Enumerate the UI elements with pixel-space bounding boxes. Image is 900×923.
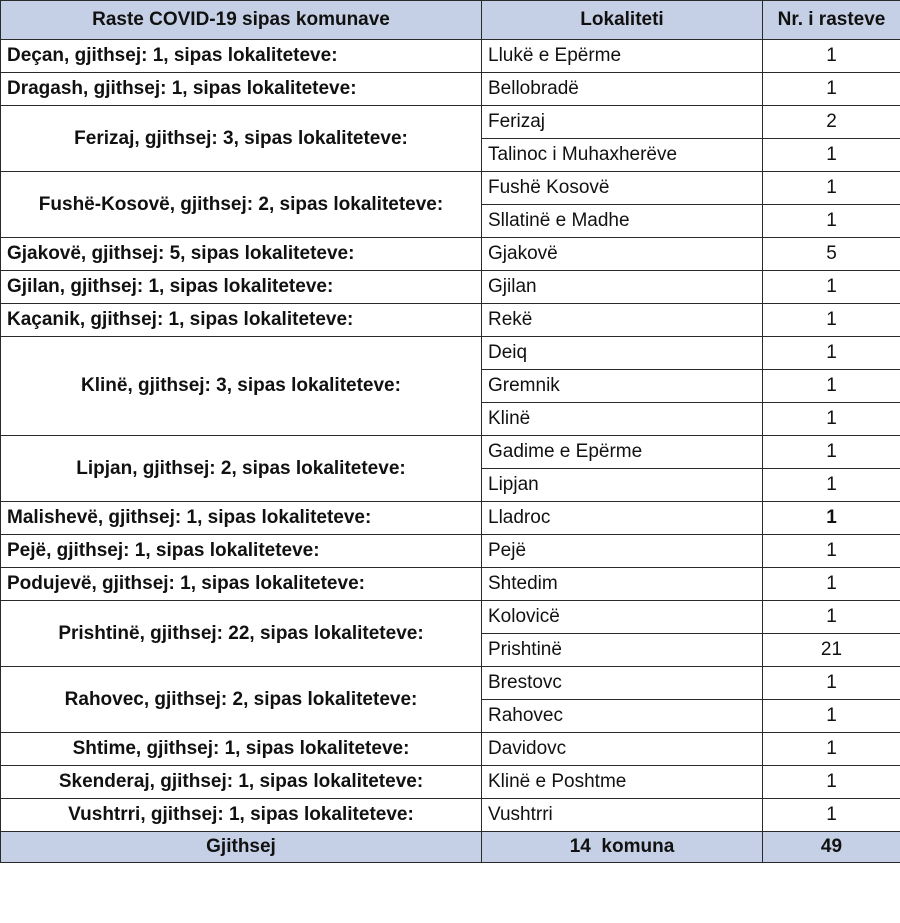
locality-cell: Klinë e Poshtme [482,766,763,799]
cases-cell: 1 [763,337,900,370]
cases-cell: 1 [763,370,900,403]
cases-cell: 5 [763,238,900,271]
table-row [1,601,900,634]
table-row [1,766,900,799]
locality-cell: Shtedim [482,568,763,601]
municipality-cell: Klinë, gjithsej: 3, sipas lokaliteteve: [1,337,482,436]
locality-cell: Talinoc i Muhaxherëve [482,139,763,172]
cases-cell: 1 [763,535,900,568]
cases-cell: 1 [763,601,900,634]
locality-cell: Rahovec [482,700,763,733]
cases-cell: 1 [763,766,900,799]
municipality-cell: Vushtrri, gjithsej: 1, sipas lokaliteteve: [1,799,482,832]
cases-cell: 1 [763,73,900,106]
cases-cell: 1 [763,205,900,238]
cases-cell: 1 [763,502,900,535]
cases-cell: 2 [763,106,900,139]
locality-cell: Bellobradë [482,73,763,106]
municipality-cell: Rahovec, gjithsej: 2, sipas lokaliteteve: [1,667,482,733]
municipality-cell: Dragash, gjithsej: 1, sipas lokaliteteve: [1,73,482,106]
table-row [1,337,900,370]
cases-cell: 1 [763,799,900,832]
municipality-cell: Fushë-Kosovë, gjithsej: 2, sipas lokaliteteve: [1,172,482,238]
municipality-cell: Kaçanik, gjithsej: 1, sipas lokaliteteve: [1,304,482,337]
locality-cell: Llukë e Epërme [482,40,763,73]
locality-cell: Sllatinë e Madhe [482,205,763,238]
locality-cell: Vushtrri [482,799,763,832]
locality-cell: Gremnik [482,370,763,403]
locality-cell: Brestovc [482,667,763,700]
locality-cell: Klinë [482,403,763,436]
table-row [1,436,900,469]
locality-cell: Lipjan [482,469,763,502]
locality-cell: Prishtinë [482,634,763,667]
cases-cell: 1 [763,667,900,700]
locality-cell: Davidovc [482,733,763,766]
locality-cell: Fushë Kosovë [482,172,763,205]
table-row [1,502,900,535]
cases-cell: 1 [763,700,900,733]
locality-cell: Gjilan [482,271,763,304]
municipality-cell: Ferizaj, gjithsej: 3, sipas lokaliteteve: [1,106,482,172]
municipality-cell: Podujevë, gjithsej: 1, sipas lokaliteteve: [1,568,482,601]
cases-cell: 1 [763,733,900,766]
municipality-cell: Gjakovë, gjithsej: 5, sipas lokaliteteve: [1,238,482,271]
cases-cell: 1 [763,469,900,502]
header-locality: Lokaliteti [482,1,763,40]
table-row [1,535,900,568]
locality-cell: Rekë [482,304,763,337]
table-row [1,172,900,205]
footer-total-cases: 49 [763,832,900,863]
cases-cell: 1 [763,436,900,469]
cases-cell: 21 [763,634,900,667]
locality-cell: Kolovicë [482,601,763,634]
municipality-cell: Malishevë, gjithsej: 1, sipas lokaliteteve: [1,502,482,535]
locality-cell: Gjakovë [482,238,763,271]
locality-cell: Gadime e Epërme [482,436,763,469]
municipality-cell: Lipjan, gjithsej: 2, sipas lokaliteteve: [1,436,482,502]
municipality-cell: Shtime, gjithsej: 1, sipas lokaliteteve: [1,733,482,766]
municipality-cell: Gjilan, gjithsej: 1, sipas lokaliteteve: [1,271,482,304]
cases-cell: 1 [763,40,900,73]
locality-cell: Deiq [482,337,763,370]
header-row [1,1,900,40]
table-row [1,667,900,700]
table-row [1,40,900,73]
cases-cell: 1 [763,172,900,205]
municipality-cell: Pejë, gjithsej: 1, sipas lokaliteteve: [1,535,482,568]
table-row [1,238,900,271]
locality-cell: Ferizaj [482,106,763,139]
table-row [1,106,900,139]
table-row [1,271,900,304]
table-row [1,799,900,832]
cases-cell: 1 [763,139,900,172]
municipality-cell: Prishtinë, gjithsej: 22, sipas lokaliteteve: [1,601,482,667]
cases-cell: 1 [763,271,900,304]
footer-row [1,832,900,863]
table-row [1,568,900,601]
table-row [1,73,900,106]
header-municipality: Raste COVID-19 sipas komunave [1,1,482,40]
cases-cell: 1 [763,568,900,601]
footer-municipality-count: 14 komuna [482,832,763,863]
locality-cell: Lladroc [482,502,763,535]
table-row [1,733,900,766]
table-row [1,304,900,337]
header-cases: Nr. i rasteve [763,1,900,40]
cases-cell: 1 [763,403,900,436]
footer-total-label: Gjithsej [1,832,482,863]
table-body [1,40,900,832]
cases-cell: 1 [763,304,900,337]
municipality-cell: Deçan, gjithsej: 1, sipas lokaliteteve: [1,40,482,73]
locality-cell: Pejë [482,535,763,568]
municipality-cell: Skenderaj, gjithsej: 1, sipas lokaliteteve: [1,766,482,799]
